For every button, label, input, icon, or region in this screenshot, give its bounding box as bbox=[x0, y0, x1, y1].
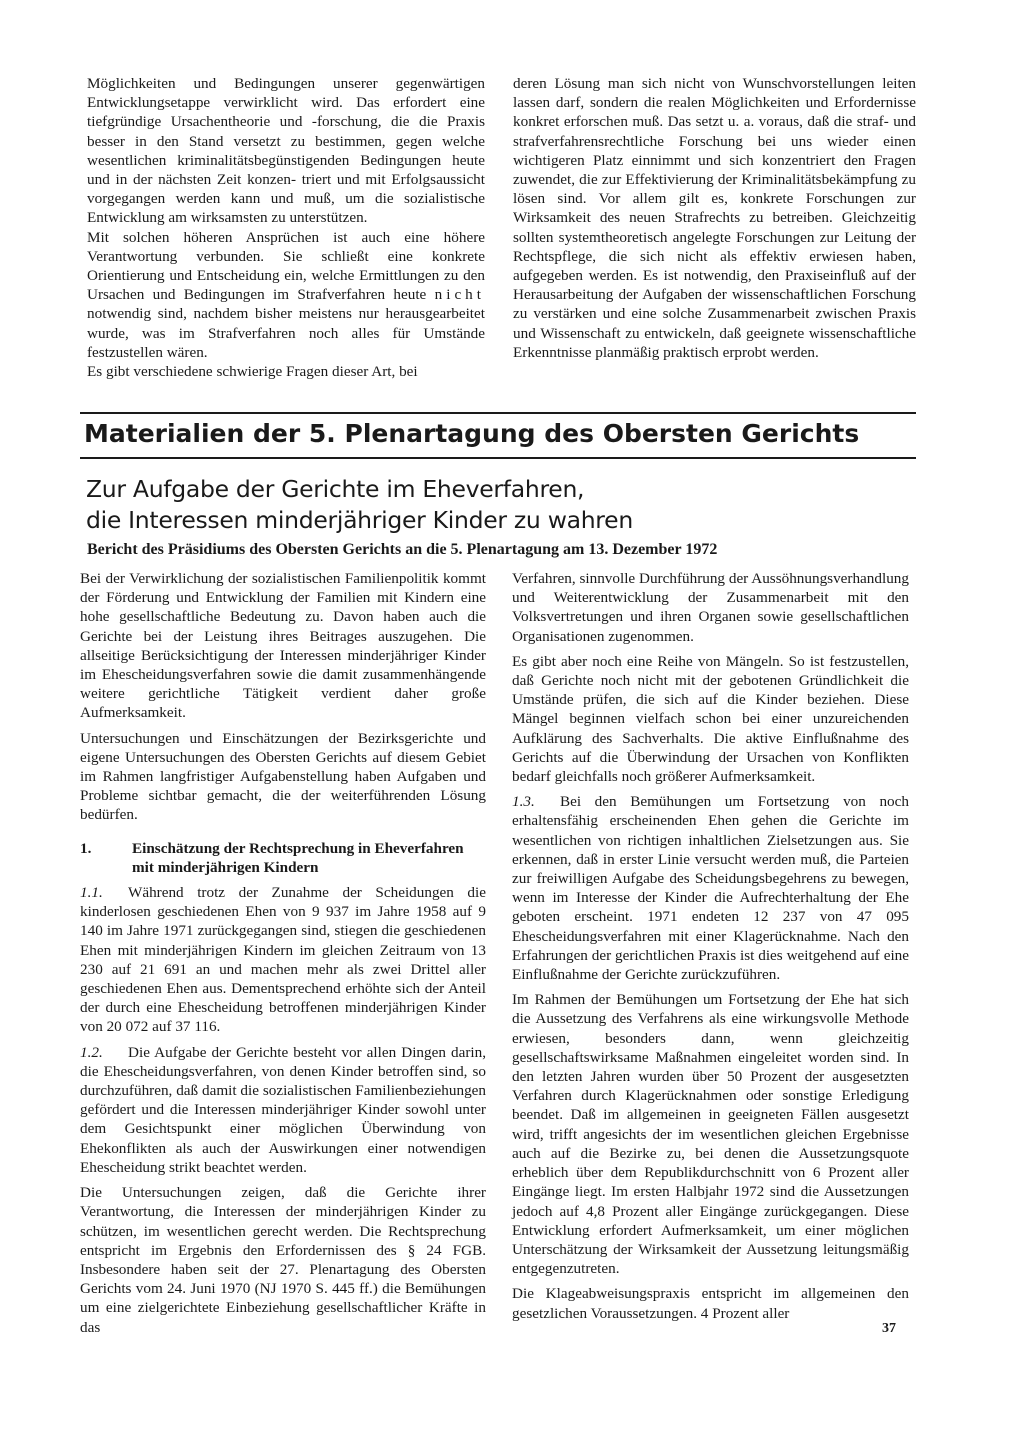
paragraph: Es gibt verschiedene schwierige Fragen dieser Art, bei bbox=[87, 363, 418, 381]
paragraph-text: Bei den Bemühungen um Fortsetzung von noch erhaltensfähig erscheinenden Ehen gehen die Gerichte im wesentlichen von richtigen inhaltlichen Zielsetzungen aus. Sie erkennen, daß in erster Linie versucht werden muß, die Parteien zur freiwilligen Aufgabe des Scheidungsbegehrens zu bewegen, wenn im Interesse der Kinder die Aufrechterhaltung der Ehe geboten erscheint. 1971 endeten 12 237 von 47 095 Ehescheidungsverfahren mit einer Klagerücknahme. Nach den Erfahrungen der gerichtlichen Praxis ist dies weitgehend auf eine Einflußnahme der Gerichte zurückzuführen. bbox=[512, 793, 909, 984]
paragraph: Im Rahmen der Bemühungen um Fortsetzung der Ehe hat sich die Aussetzung des Verfahrens als eine wirkungsvolle Methode erwiesen, besonders dann, wenn gleichzeitig gesellschaftswirksame Maßnahmen eingeleitet worden sind. In den letzten Jahren wurden über 50 Prozent der ausgesetzten Verfahren durch Klagerücknahmen oder sonstige Erledigung beendet. Daß im allgemeinen in geeigneten Fällen ausgesetzt wird, trifft angesichts der im wesentlichen gleichen Ergebnisse auch auf die Bezirke zu, bei denen die Aussetzungsquote erheblich über dem Republikdurchschnitt von 6 Prozent aller Eingänge liegt. Im ersten Halbjahr 1972 sind die Aussetzungen jedoch auf 4,8 Prozent aller Eingänge zurückgegangen. Diese Entwicklung erfordert Aufmerksamkeit, um einer möglichen Unterschätzung der Wirksamkeit der Aussetzung leitungsmäßig entgegenzutreten. bbox=[512, 991, 909, 1278]
section-heading: Materialien der 5. Plenartagung des Obersten Gerichts bbox=[84, 419, 860, 448]
text-line: eine tiefgründige Ursachentheorie und -forschung, die bbox=[87, 94, 485, 131]
title-line-1: Zur Aufgabe der Gerichte im Eheverfahren, bbox=[86, 475, 585, 503]
text-line: Bedingungen heute und in der nächsten Zeit konzen- bbox=[87, 151, 486, 189]
text-line: Möglichkeiten und Bedingungen unserer gegenwärtigen bbox=[87, 75, 485, 92]
paragraph bbox=[87, 228, 485, 362]
subsection-number: 1.2. bbox=[80, 1043, 103, 1061]
paragraph-text: Während trotz der Zunahme der Scheidungen die kinderlosen geschiedenen Ehen von 9 937 im Jahre 1958 auf 9 140 im Jahre 1971 zurückgegangen sind, stiegen die geschiedenen Ehen mit minderjährigen Kindern im gleichen Zeitraum von 13 230 auf 21 691 an und machen mehr als zwei Drittel aller geschiedenen Ehen aus. Dementsprechend erhöhte sich der Anteil der durch eine Ehescheidung betroffenen minderjährigen Kinder von 20 072 auf 37 116. bbox=[80, 884, 486, 1036]
paragraph: Die Klageabweisungspraxis entspricht im allgemeinen den gesetzlichen Voraussetzungen. 4 Prozent aller bbox=[512, 1285, 909, 1322]
paragraph: Die Untersuchungen zeigen, daß die Gerichte ihrer Verantwortung, die Interessen der minderjährigen Kinder zu schützen, im wesentlichen gerecht werden. Die Rechtsprechung entspricht im Ergebnis den Erfordernissen des § 24 FGB. Insbesondere haben seit der 27. Plenartagung des Obersten Gerichts vom 24. Juni 1970 (NJ 1970 S. 445 ff.) die Bemühungen um eine zielgerichtete Einbeziehung gesellschaftlicher Kräfte in das bbox=[80, 1184, 486, 1336]
article-title bbox=[86, 474, 886, 536]
continued-paragraph bbox=[87, 74, 485, 228]
section-title: Einschätzung der Rechtsprechung in Eheverfahren mit minderjährigen Kindern bbox=[132, 839, 464, 876]
paragraph: Verfahren, sinnvolle Durchführung der Aussöhnungsverhandlung und Weiterentwicklung der Zusammenarbeit mit den Volksvertretungen und ihren Organen sowie gesellschaftlichen Organisationen zugenommen. bbox=[512, 570, 909, 645]
top-right-column bbox=[513, 74, 916, 362]
bottom-right-column bbox=[512, 569, 909, 1323]
subsection-number: 1.3. bbox=[512, 793, 535, 811]
heading-bottom-rule bbox=[80, 457, 916, 459]
paragraph: Bei der Verwirklichung der sozialistischen Familienpolitik kommt der Förderung und Entwicklung der Familien mit Kindern eine hohe gesellschaftliche Bedeutung zu. Davon haben auch die Gerichte bei der Leistung ihres Beitrages auszugehen. Die allseitige Berücksichtigung der Interessen minderjähriger Kinder im Ehescheidungsverfahren sowie die damit zusammenhängende weitere gerichtliche Tätigkeit verdient daher große Aufmerksamkeit. bbox=[80, 570, 486, 722]
text-line: gegen welche wesentlichen kriminalitätsbegünstigenden bbox=[87, 132, 485, 169]
paragraph-text: Mit solchen höheren Ansprüchen ist auch eine höhere Verantwortung verbunden. Sie schließt eine konkrete Orientierung und Entscheidung ein, welche Ermittlungen zu den Ursachen und Bedingungen im Strafverfahren heute bbox=[87, 228, 485, 304]
top-left-column bbox=[87, 74, 485, 381]
paragraph bbox=[80, 883, 486, 1037]
paragraph-text: Die Aufgabe der Gerichte besteht vor allen Dingen darin, die Ehescheidungsverfahren, von denen Kinder betroffen sind, so durchzuführen, daß damit die sozialistischen Familienbeziehungen gefördert und die Interessen minderjähriger Kinder sowohl unter dem Gesichtspunkt einer möglichen Überwindung von Ehekonflikten als auch der Auswirkungen einer notwendigen Ehescheidung strikt beachtet werden. bbox=[80, 1043, 486, 1176]
section-1-heading bbox=[80, 839, 486, 877]
subsection-number: 1.1. bbox=[80, 884, 103, 902]
text-line: die Praxis besser in den Stand versetzt zu bestimmen, bbox=[87, 113, 485, 150]
paragraph: Untersuchungen und Einschätzungen der Bezirksgerichte und eigene Untersuchungen des Obersten Gerichts auf diesem Gebiet im Rahmen langfristiger Aufgabenstellung haben Aufgaben und Probleme sichtbar gemacht, die der weiterführenden Lösung bedürfen. bbox=[80, 729, 486, 824]
text-line: Entwicklungsetappe verwirklicht wird. Das erfordert bbox=[87, 94, 447, 112]
continued-paragraph: deren Lösung man sich nicht von Wunschvorstellungen leiten lassen darf, sondern die realen Möglichkeiten und Erfordernisse konkret erforschen muß. Das setzt u. a. voraus, daß die straf- und strafverfahrensrechtliche Forschung bei uns wieder einen wichtigeren Platz einnimmt und sich konzentriert den Fragen zuwendet, die zur Effektivierung der Kriminalitätsbekämpfung zu lösen sind. Vor allem gilt es, konkrete Forschungen zur Wirksamkeit des neuen Strafrechts zu betreiben. Gleichzeitig sollten systemtheoretisch angelegte Forschungen zur Leitung der Rechtspflege, die sich nicht als effektiv erwiesen haben, aufgegeben werden. Es ist notwendig, den Praxiseinfluß auf der Herausarbeitung der Aufgaben der wissenschaftlichen Forschung zu verstärken und eine solche Zusammenarbeit zwischen Praxis und Wissenschaft zu entwickeln, daß geeignete wissenschaftliche Erkenntnisse planmäßig praktisch erprobt werden. bbox=[513, 75, 916, 361]
article-subtitle: Bericht des Präsidiums des Obersten Gerichts an die 5. Plenartagung am 13. Dezember 1972 bbox=[87, 541, 718, 558]
page-number: 37 bbox=[882, 1321, 896, 1336]
paragraph bbox=[80, 1043, 486, 1177]
title-line-2: die Interessen minderjähriger Kinder zu wahren bbox=[86, 506, 633, 534]
paragraph-text: notwendig sind, nachdem bisher meistens nur herausgearbeitet wurde, was im Strafverfahren noch alles für Umstände festzustellen wären. bbox=[87, 305, 485, 361]
text-line: wirksamsten zu unterstützen. bbox=[190, 209, 368, 227]
bottom-left-column bbox=[80, 569, 486, 1337]
paragraph: Es gibt aber noch eine Reihe von Mängeln. So ist festzustellen, daß Gerichte noch nicht mit der gebotenen Gründlichkeit die Umstände prüfen, die sich auf die Kinder beziehen. Diese Mängel beginnen vielfach schon bei einer unzureichenden Aufklärung des Sachverhalts. Die aktive Einflußnahme des Gerichts auf die Überwindung der Ursachen von Konflikten bedarf gleichfalls noch größerer Aufmerksamkeit. bbox=[512, 652, 909, 786]
section-number: 1. bbox=[80, 839, 92, 857]
heading-top-rule bbox=[80, 412, 916, 414]
paragraph bbox=[512, 792, 909, 984]
text-line: triert und mit Erfolgsaussicht vorgegangen werden bbox=[87, 171, 485, 208]
emphasized-word: nicht bbox=[434, 286, 485, 304]
text-line: kann und muß, um die sozialistische Entwicklung am bbox=[87, 190, 486, 227]
